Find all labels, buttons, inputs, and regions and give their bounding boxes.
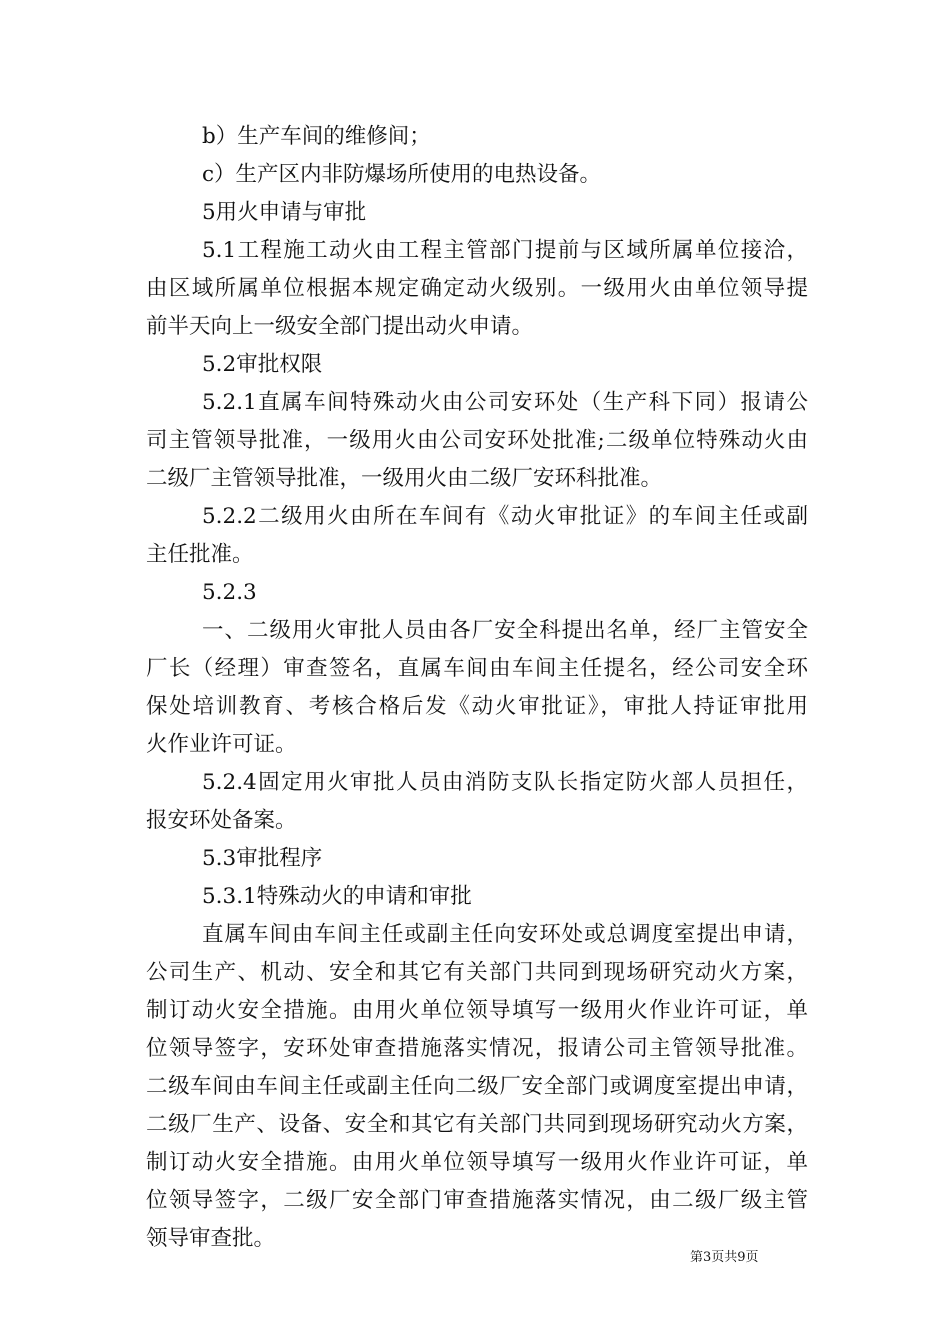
section-heading: 5.2.3 <box>202 580 257 605</box>
text-line: 位领导签字，二级厂安全部门审查措施落实情况，由二级厂级主管 <box>146 1188 808 1213</box>
text-line: 5.1工程施工动火由工程主管部门提前与区域所属单位接洽， <box>202 238 808 263</box>
text-line: 厂长（经理）审查签名，直属车间由车间主任提名，经公司安全环 <box>146 656 808 681</box>
text-line: 公司生产、机动、安全和其它有关部门共同到现场研究动火方案， <box>146 960 808 985</box>
text-line: 5.2.2二级用火由所在车间有《动火审批证》的车间主任或副 <box>202 504 808 529</box>
section-heading: 5用火申请与审批 <box>202 200 367 225</box>
text-line: b）生产车间的维修间； <box>202 124 431 149</box>
text-line: 直属车间由车间主任或副主任向安环处或总调度室提出申请， <box>202 922 808 947</box>
text-line: 报安环处备案。 <box>146 808 297 833</box>
text-line: 二级厂主管领导批准，一级用火由二级厂安环科批准。 <box>146 466 663 491</box>
section-heading: 5.2审批权限 <box>202 352 323 377</box>
text-line: 前半天向上一级安全部门提出动火申请。 <box>146 314 534 339</box>
page-number: 第3页共9页 <box>690 1250 759 1265</box>
section-heading: 5.3审批程序 <box>202 846 323 871</box>
text-line: 主任批准。 <box>146 542 254 567</box>
text-line: 司主管领导批准，一级用火由公司安环处批准;二级单位特殊动火由 <box>146 428 808 453</box>
text-line: 火作业许可证。 <box>146 732 297 757</box>
document-body <box>146 118 808 1258</box>
section-heading: 5.3.1特殊动火的申请和审批 <box>202 884 472 909</box>
text-line: 保处培训教育、考核合格后发《动火审批证》，审批人持证审批用 <box>146 694 808 719</box>
text-line: 二级厂生产、设备、安全和其它有关部门共同到现场研究动火方案， <box>146 1112 808 1137</box>
text-line: 制订动火安全措施。由用火单位领导填写一级用火作业许可证，单 <box>146 1150 808 1175</box>
text-line: 二级车间由车间主任或副主任向二级厂安全部门或调度室提出申请， <box>146 1074 808 1099</box>
text-line: 位领导签字，安环处审查措施落实情况，报请公司主管领导批准。 <box>146 1036 808 1061</box>
text-line: 一、二级用火审批人员由各厂安全科提出名单，经厂主管安全 <box>202 618 808 643</box>
text-line: c）生产区内非防爆场所使用的电热设备。 <box>202 162 602 187</box>
text-line: 领导审查批。 <box>146 1226 276 1251</box>
text-line: 5.2.1直属车间特殊动火由公司安环处（生产科下同）报请公 <box>202 390 808 415</box>
text-line: 制订动火安全措施。由用火单位领导填写一级用火作业许可证，单 <box>146 998 808 1023</box>
text-line: 5.2.4固定用火审批人员由消防支队长指定防火部人员担任， <box>202 770 808 795</box>
text-line: 由区域所属单位根据本规定确定动火级别。一级用火由单位领导提 <box>146 276 808 301</box>
